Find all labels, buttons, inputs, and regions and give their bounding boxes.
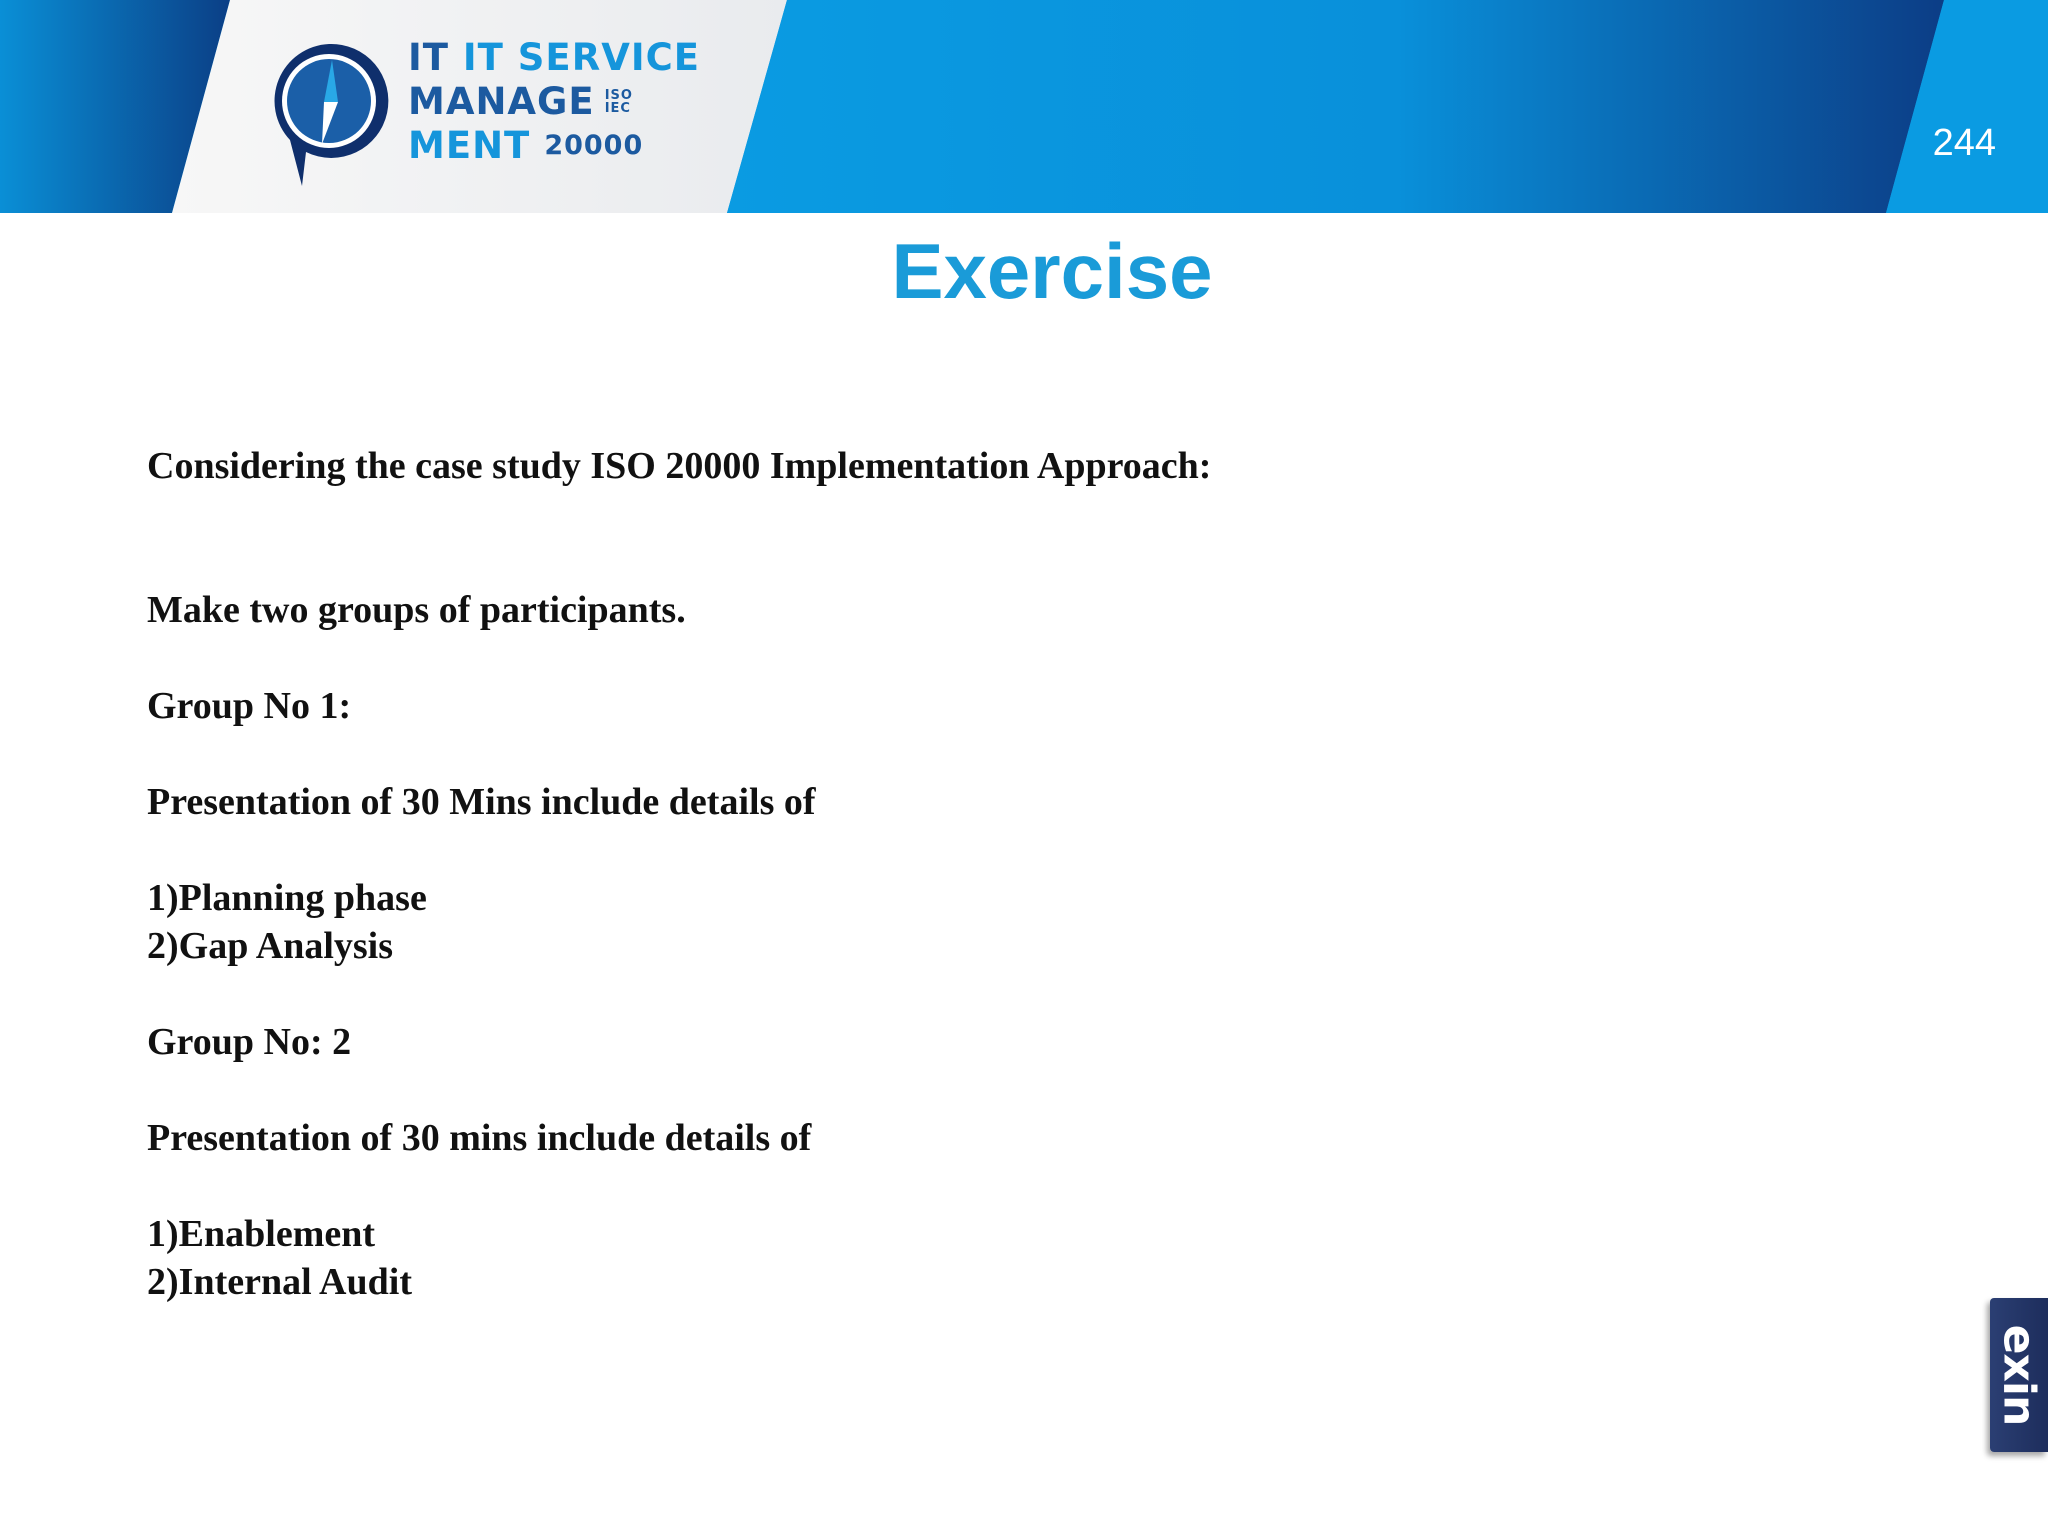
compass-logo-icon: [266, 40, 392, 190]
logo-iso: ISO: [604, 88, 633, 103]
slide-header: [0, 0, 2048, 213]
group-1-heading: Group No 1:: [147, 685, 352, 727]
instruction-text: Make two groups of participants.: [147, 589, 686, 631]
slide-title: Exercise: [891, 227, 1213, 315]
logo-line-2: MANAGE: [408, 80, 595, 123]
page-number: 244: [1932, 122, 1996, 164]
group-2-item-2: 2)Internal Audit: [147, 1261, 412, 1303]
group-1-item-1: 1)Planning phase: [147, 877, 427, 919]
exin-logo-text: exin: [1993, 1324, 2045, 1426]
group-2-presentation: Presentation of 30 mins include details of: [147, 1117, 812, 1159]
logo-iso-iec: [605, 89, 633, 115]
exin-logo-tab: [1990, 1298, 2048, 1452]
group-2-heading: Group No: 2: [147, 1021, 352, 1063]
logo-iec: IEC: [604, 101, 631, 116]
logo-standard-number: 20000: [544, 130, 644, 161]
logo-text-it: IT: [408, 36, 463, 79]
group-1-presentation: Presentation of 30 Mins include details of: [147, 781, 816, 823]
logo-line-3: MENT: [408, 124, 531, 167]
group-1-item-2: 2)Gap Analysis: [147, 925, 394, 967]
intro-text: Considering the case study ISO 20000 Implementation Approach:: [147, 445, 1212, 487]
logo-line-1: IT SERVICE: [462, 36, 701, 79]
group-2-item-1: 1)Enablement: [147, 1213, 375, 1255]
service-management-logo: [408, 36, 700, 168]
